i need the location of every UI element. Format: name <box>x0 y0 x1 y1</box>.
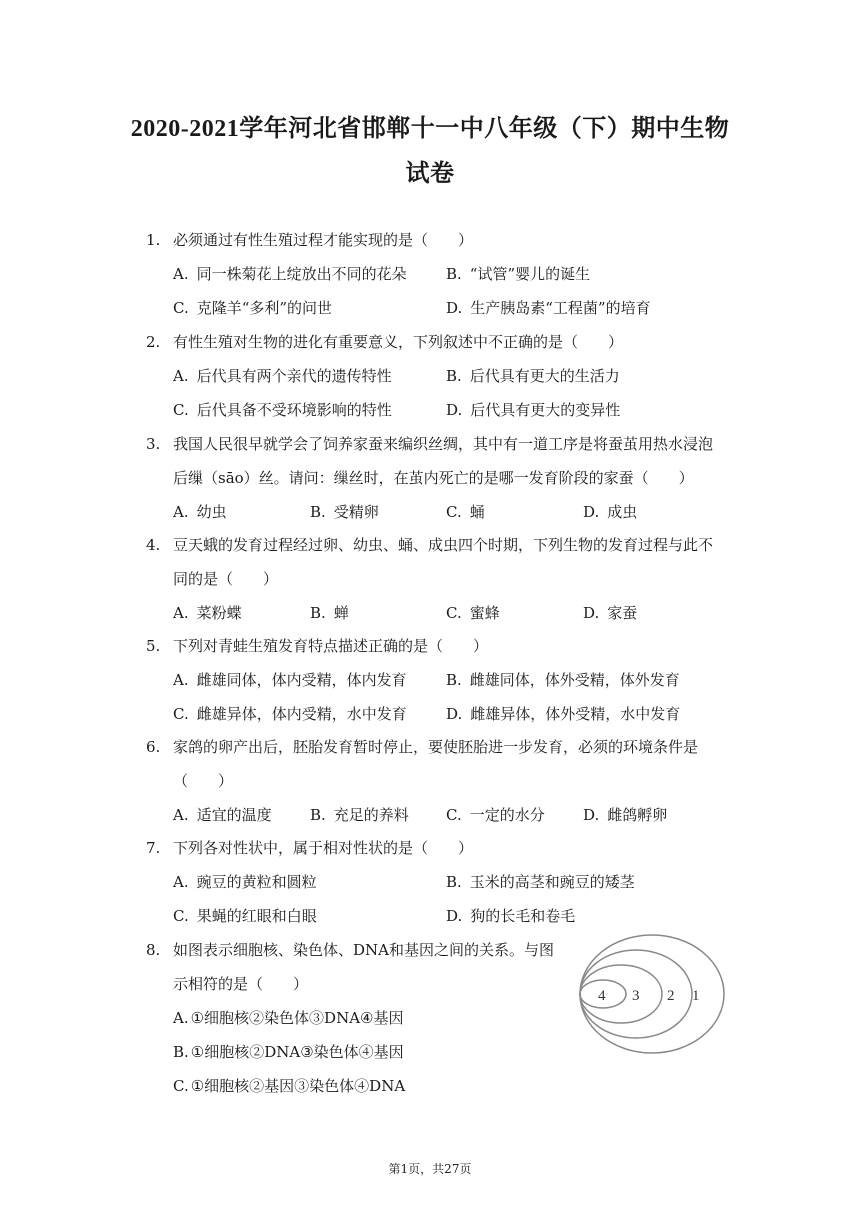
option-d: D. 后代具有更大的变异性 <box>446 401 621 419</box>
option-b: B. 后代具有更大的生活力 <box>446 367 620 385</box>
option-a: A. ①细胞核②染色体③DNA④基因 <box>173 1009 404 1027</box>
page-title: 2020-2021学年河北省邯郸十一中八年级（下）期中生物 <box>130 116 730 142</box>
label-1: 1 <box>692 988 700 1004</box>
option-row <box>173 663 720 697</box>
option-row <box>173 393 720 427</box>
option-b: B. 玉米的高茎和豌豆的矮茎 <box>446 873 635 891</box>
option-c: C. 雌雄异体，体内受精，水中发育 <box>173 705 407 723</box>
option-c: C. ①细胞核②基因③染色体④DNA <box>173 1077 406 1095</box>
question-text-continued: 同的是（ ） <box>173 570 279 588</box>
question-number: 4. <box>146 536 161 554</box>
option-b: B. 受精卵 <box>310 503 379 521</box>
option-d: D. 雌鸽孵卵 <box>583 806 668 824</box>
question-text-continued: （ ） <box>173 772 234 790</box>
option-a: A. 同一株菊花上绽放出不同的花朵 <box>173 265 407 283</box>
question-3 <box>146 427 720 529</box>
option-d: D. 生产胰岛素“工程菌”的培育 <box>446 299 651 317</box>
question-7 <box>146 831 720 933</box>
page-footer: 第1页，共27页 <box>388 1162 472 1176</box>
question-5 <box>146 629 720 731</box>
question-text-continued: 示相符的是（ ） <box>173 975 309 993</box>
nested-circles-diagram <box>576 932 726 1056</box>
option-d: D. 狗的长毛和卷毛 <box>446 907 576 925</box>
option-row <box>173 1001 566 1035</box>
option-row <box>173 291 720 325</box>
page-title-continued: 试卷 <box>405 161 455 187</box>
option-row <box>173 1035 566 1069</box>
option-b: B. ①细胞核②DNA③染色体④基因 <box>173 1043 404 1061</box>
question-text: 下列各对性状中，属于相对性状的是（ ） <box>173 839 474 857</box>
option-row <box>173 899 720 933</box>
label-4: 4 <box>598 988 606 1004</box>
option-row <box>173 359 720 393</box>
question-text: 家鸽的卵产出后，胚胎发育暂时停止，要使胚胎进一步发育，必须的环境条件是 <box>173 738 699 756</box>
label-2: 2 <box>667 988 675 1004</box>
label-3: 3 <box>632 988 640 1004</box>
option-b: B. 雌雄同体，体外受精，体外发育 <box>446 671 680 689</box>
option-c: C. 蜜蜂 <box>446 604 500 622</box>
question-number: 5. <box>146 637 161 655</box>
option-row <box>173 798 720 832</box>
question-number: 2. <box>146 333 161 351</box>
option-c: C. 后代具备不受环境影响的特性 <box>173 401 392 419</box>
question-number: 3. <box>146 435 161 453</box>
option-row <box>173 1069 566 1103</box>
question-text: 必须通过有性生殖过程才能实现的是（ ） <box>173 231 474 249</box>
question-number: 1. <box>146 231 161 249</box>
option-c: C. 一定的水分 <box>446 806 545 824</box>
question-4 <box>146 528 720 630</box>
option-b: B. 蝉 <box>310 604 349 622</box>
option-a: A. 豌豆的黄粒和圆粒 <box>173 873 317 891</box>
question-number: 6. <box>146 738 161 756</box>
option-a: A. 后代具有两个亲代的遗传特性 <box>173 367 392 385</box>
question-text: 豆天蛾的发育过程经过卵、幼虫、蛹、成虫四个时期，下列生物的发育过程与此不 <box>173 536 714 554</box>
option-a: A. 幼虫 <box>173 503 227 521</box>
option-row <box>173 257 720 291</box>
option-c: C. 蛹 <box>446 503 485 521</box>
question-text: 下列对青蛙生殖发育特点描述正确的是（ ） <box>173 637 489 655</box>
question-number: 8. <box>146 941 161 959</box>
option-b: B. 充足的养料 <box>310 806 409 824</box>
option-c: C. 克隆羊“多利”的问世 <box>173 299 333 317</box>
option-a: A. 菜粉蝶 <box>173 604 242 622</box>
option-c: C. 果蝇的红眼和白眼 <box>173 907 317 925</box>
option-row <box>173 865 720 899</box>
question-1 <box>146 223 720 325</box>
question-6 <box>146 730 720 832</box>
question-text-continued: 后缫（sāo）丝。请问：缫丝时，在茧内死亡的是哪一发育阶段的家蚕（ ） <box>173 469 694 487</box>
question-8 <box>146 933 566 1103</box>
option-b: B. “试管”婴儿的诞生 <box>446 265 591 283</box>
ellipse-3 <box>580 965 662 1023</box>
option-d: D. 雌雄异体，体外受精，水中发育 <box>446 705 681 723</box>
option-d: D. 家蚕 <box>583 604 638 622</box>
option-row <box>173 697 720 731</box>
question-text: 有性生殖对生物的进化有重要意义，下列叙述中不正确的是（ ） <box>173 333 624 351</box>
option-a: A. 适宜的温度 <box>173 806 272 824</box>
question-2 <box>146 325 720 427</box>
option-a: A. 雌雄同体，体内受精，体内发育 <box>173 671 407 689</box>
question-text: 如图表示细胞核、染色体、DNA和基因之间的关系。与图 <box>173 941 554 959</box>
question-number: 7. <box>146 839 161 857</box>
option-d: D. 成虫 <box>583 503 638 521</box>
option-row <box>173 596 720 630</box>
option-row <box>173 495 720 529</box>
question-text: 我国人民很早就学会了饲养家蚕来编织丝绸，其中有一道工序是将蚕茧用热水浸泡 <box>173 435 714 453</box>
